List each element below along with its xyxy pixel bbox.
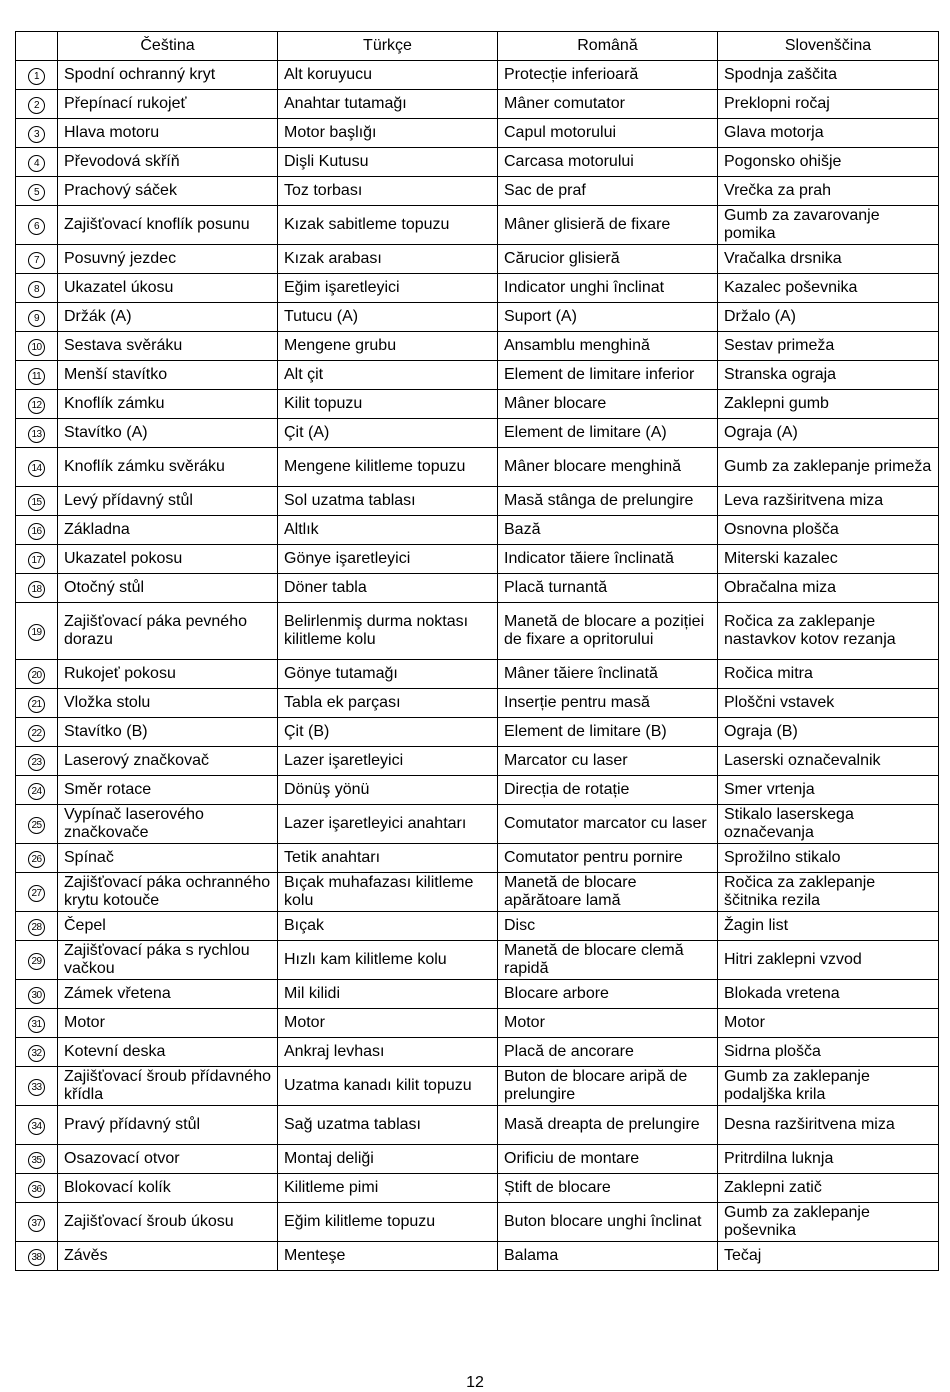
part-number-cell <box>16 487 58 516</box>
part-number: 12 <box>28 397 45 414</box>
cell-czech: Hlava motoru <box>58 119 278 148</box>
cell-czech: Levý přídavný stůl <box>58 487 278 516</box>
cell-romanian: Indicator tăiere înclinată <box>498 545 718 574</box>
table-row <box>16 1145 939 1174</box>
table-row <box>16 487 939 516</box>
cell-turkish: Motor başlığı <box>278 119 498 148</box>
cell-romanian: Element de limitare (B) <box>498 718 718 747</box>
part-number-cell <box>16 1145 58 1174</box>
cell-romanian: Carcasa motorului <box>498 148 718 177</box>
cell-turkish: Eğim kilitleme topuzu <box>278 1203 498 1242</box>
cell-slovenian: Ročica za zaklepanje ščitnika rezila <box>718 873 939 912</box>
part-number-cell <box>16 332 58 361</box>
cell-slovenian: Pogonsko ohišje <box>718 148 939 177</box>
page-number: 12 <box>466 1374 484 1391</box>
table-row <box>16 1038 939 1067</box>
cell-czech: Základna <box>58 516 278 545</box>
cell-slovenian: Glava motorja <box>718 119 939 148</box>
part-number-cell <box>16 390 58 419</box>
part-number-cell <box>16 603 58 660</box>
table-row <box>16 844 939 873</box>
part-number: 2 <box>28 97 45 114</box>
cell-czech: Prachový sáček <box>58 177 278 206</box>
part-number-cell <box>16 718 58 747</box>
cell-czech: Laserový značkovač <box>58 747 278 776</box>
cell-czech: Ukazatel úkosu <box>58 274 278 303</box>
part-number-cell <box>16 419 58 448</box>
table-row <box>16 1067 939 1106</box>
part-number-cell <box>16 1242 58 1271</box>
cell-czech: Blokovací kolík <box>58 1174 278 1203</box>
part-number-cell <box>16 206 58 245</box>
cell-turkish: Çit (B) <box>278 718 498 747</box>
cell-czech: Otočný stůl <box>58 574 278 603</box>
cell-romanian: Capul motorului <box>498 119 718 148</box>
part-number: 20 <box>28 667 45 684</box>
table-row <box>16 332 939 361</box>
table-row <box>16 119 939 148</box>
cell-turkish: Eğim işaretleyici <box>278 274 498 303</box>
cell-turkish: Kilitleme pimi <box>278 1174 498 1203</box>
cell-slovenian: Hitri zaklepni vzvod <box>718 941 939 980</box>
cell-slovenian: Vrečka za prah <box>718 177 939 206</box>
part-number-cell <box>16 119 58 148</box>
cell-czech: Směr rotace <box>58 776 278 805</box>
table-row <box>16 1203 939 1242</box>
cell-czech: Osazovací otvor <box>58 1145 278 1174</box>
part-number: 28 <box>28 919 45 936</box>
part-number-cell <box>16 303 58 332</box>
cell-slovenian: Preklopni ročaj <box>718 90 939 119</box>
header-turkish: Türkçe <box>278 32 498 61</box>
cell-slovenian: Desna razširitvena miza <box>718 1106 939 1145</box>
cell-turkish: Alt çit <box>278 361 498 390</box>
part-number: 38 <box>28 1249 45 1266</box>
part-number: 13 <box>28 426 45 443</box>
part-number: 29 <box>28 953 45 970</box>
cell-turkish: Bıçak muhafazası kilitleme kolu <box>278 873 498 912</box>
cell-turkish: Anahtar tutamağı <box>278 90 498 119</box>
cell-czech: Zajišťovací knoflík posunu <box>58 206 278 245</box>
part-number: 30 <box>28 987 45 1004</box>
cell-slovenian: Osnovna plošča <box>718 516 939 545</box>
part-number: 37 <box>28 1215 45 1232</box>
cell-romanian: Blocare arbore <box>498 980 718 1009</box>
cell-romanian: Motor <box>498 1009 718 1038</box>
part-number-cell <box>16 274 58 303</box>
cell-slovenian: Motor <box>718 1009 939 1038</box>
cell-slovenian: Leva razširitvena miza <box>718 487 939 516</box>
table-row <box>16 1242 939 1271</box>
part-number: 19 <box>28 624 45 641</box>
part-number: 5 <box>28 184 45 201</box>
table-row <box>16 148 939 177</box>
part-number: 25 <box>28 817 45 834</box>
table-row <box>16 873 939 912</box>
cell-czech: Ukazatel pokosu <box>58 545 278 574</box>
cell-turkish: Dişli Kutusu <box>278 148 498 177</box>
cell-slovenian: Ograja (A) <box>718 419 939 448</box>
cell-czech: Sestava svěráku <box>58 332 278 361</box>
table-row <box>16 912 939 941</box>
table-row <box>16 1174 939 1203</box>
part-number-cell <box>16 912 58 941</box>
part-number-cell <box>16 61 58 90</box>
cell-slovenian: Žagin list <box>718 912 939 941</box>
cell-romanian: Mâner blocare menghină <box>498 448 718 487</box>
cell-czech: Zajišťovací páka s rychlou vačkou <box>58 941 278 980</box>
cell-slovenian: Ročica mitra <box>718 660 939 689</box>
part-number-cell <box>16 747 58 776</box>
cell-czech: Spínač <box>58 844 278 873</box>
part-number: 32 <box>28 1045 45 1062</box>
part-number-cell <box>16 516 58 545</box>
part-number-cell <box>16 941 58 980</box>
part-number-cell <box>16 448 58 487</box>
cell-turkish: Kızak sabitleme topuzu <box>278 206 498 245</box>
part-number: 11 <box>28 368 45 385</box>
part-number-cell <box>16 148 58 177</box>
cell-romanian: Comutator pentru pornire <box>498 844 718 873</box>
cell-romanian: Suport (A) <box>498 303 718 332</box>
cell-czech: Zajišťovací páka pevného dorazu <box>58 603 278 660</box>
cell-turkish: Lazer işaretleyici <box>278 747 498 776</box>
cell-slovenian: Ograja (B) <box>718 718 939 747</box>
cell-czech: Spodní ochranný kryt <box>58 61 278 90</box>
cell-turkish: Döner tabla <box>278 574 498 603</box>
part-number: 31 <box>28 1016 45 1033</box>
part-number: 3 <box>28 126 45 143</box>
part-number-cell <box>16 177 58 206</box>
part-number: 15 <box>28 494 45 511</box>
cell-czech: Vypínač laserového značkovače <box>58 805 278 844</box>
cell-czech: Zajišťovací šroub úkosu <box>58 1203 278 1242</box>
table-row <box>16 90 939 119</box>
cell-romanian: Bază <box>498 516 718 545</box>
header-czech: Čeština <box>58 32 278 61</box>
cell-romanian: Element de limitare (A) <box>498 419 718 448</box>
part-number-cell <box>16 980 58 1009</box>
table-row <box>16 574 939 603</box>
cell-czech: Držák (A) <box>58 303 278 332</box>
cell-romanian: Mâner tăiere înclinată <box>498 660 718 689</box>
cell-romanian: Disc <box>498 912 718 941</box>
cell-czech: Převodová skříň <box>58 148 278 177</box>
cell-czech: Stavítko (B) <box>58 718 278 747</box>
cell-czech: Přepínací rukojeť <box>58 90 278 119</box>
cell-turkish: Kızak arabası <box>278 245 498 274</box>
part-number: 24 <box>28 783 45 800</box>
part-number: 21 <box>28 696 45 713</box>
table-row <box>16 660 939 689</box>
part-number: 14 <box>28 460 45 477</box>
cell-turkish: Çit (A) <box>278 419 498 448</box>
part-number-cell <box>16 1106 58 1145</box>
table-row <box>16 303 939 332</box>
cell-romanian: Balama <box>498 1242 718 1271</box>
cell-turkish: Mengene grubu <box>278 332 498 361</box>
part-number-cell <box>16 1009 58 1038</box>
part-number: 35 <box>28 1152 45 1169</box>
part-number: 34 <box>28 1118 45 1135</box>
cell-turkish: Alt koruyucu <box>278 61 498 90</box>
cell-turkish: Toz torbası <box>278 177 498 206</box>
cell-slovenian: Sprožilno stikalo <box>718 844 939 873</box>
table-row <box>16 805 939 844</box>
part-number-cell <box>16 245 58 274</box>
part-number-cell <box>16 660 58 689</box>
cell-romanian: Inserție pentru masă <box>498 689 718 718</box>
cell-slovenian: Stranska ograja <box>718 361 939 390</box>
cell-romanian: Ansamblu menghină <box>498 332 718 361</box>
cell-czech: Stavítko (A) <box>58 419 278 448</box>
cell-romanian: Direcția de rotație <box>498 776 718 805</box>
cell-slovenian: Držalo (A) <box>718 303 939 332</box>
cell-turkish: Uzatma kanadı kilit topuzu <box>278 1067 498 1106</box>
cell-slovenian: Gumb za zaklepanje poševnika <box>718 1203 939 1242</box>
cell-romanian: Masă stânga de prelungire <box>498 487 718 516</box>
cell-turkish: Montaj deliği <box>278 1145 498 1174</box>
cell-romanian: Masă dreapta de prelungire <box>498 1106 718 1145</box>
cell-czech: Zajišťovací šroub přídavného křídla <box>58 1067 278 1106</box>
cell-romanian: Manetă de blocare clemă rapidă <box>498 941 718 980</box>
cell-romanian: Mâner blocare <box>498 390 718 419</box>
cell-romanian: Mâner glisieră de fixare <box>498 206 718 245</box>
cell-turkish: Mengene kilitleme topuzu <box>278 448 498 487</box>
part-number: 7 <box>28 252 45 269</box>
table-row <box>16 718 939 747</box>
cell-czech: Pravý přídavný stůl <box>58 1106 278 1145</box>
cell-romanian: Mâner comutator <box>498 90 718 119</box>
cell-slovenian: Zaklepni zatič <box>718 1174 939 1203</box>
table-row <box>16 361 939 390</box>
cell-czech: Závěs <box>58 1242 278 1271</box>
table-row <box>16 177 939 206</box>
cell-czech: Kotevní deska <box>58 1038 278 1067</box>
part-number: 16 <box>28 523 45 540</box>
table-row <box>16 689 939 718</box>
part-number-cell <box>16 776 58 805</box>
cell-czech: Knoflík zámku svěráku <box>58 448 278 487</box>
part-number-cell <box>16 545 58 574</box>
part-number-cell <box>16 1067 58 1106</box>
cell-slovenian: Tečaj <box>718 1242 939 1271</box>
part-number-cell <box>16 90 58 119</box>
cell-romanian: Placă turnantă <box>498 574 718 603</box>
cell-turkish: Gönye tutamağı <box>278 660 498 689</box>
cell-slovenian: Vračalka drsnika <box>718 245 939 274</box>
header-number <box>16 32 58 61</box>
cell-romanian: Comutator marcator cu laser <box>498 805 718 844</box>
cell-romanian: Sac de praf <box>498 177 718 206</box>
table-row <box>16 941 939 980</box>
cell-turkish: Tetik anahtarı <box>278 844 498 873</box>
cell-slovenian: Miterski kazalec <box>718 545 939 574</box>
part-number-cell <box>16 1203 58 1242</box>
part-number-cell <box>16 361 58 390</box>
cell-slovenian: Stikalo laserskega označevanja <box>718 805 939 844</box>
table-row <box>16 390 939 419</box>
cell-romanian: Manetă de blocare apărătoare lamă <box>498 873 718 912</box>
cell-turkish: Sağ uzatma tablası <box>278 1106 498 1145</box>
cell-slovenian: Sestav primeža <box>718 332 939 361</box>
cell-czech: Menší stavítko <box>58 361 278 390</box>
part-number: 10 <box>28 339 45 356</box>
cell-czech: Posuvný jezdec <box>58 245 278 274</box>
part-number: 33 <box>28 1079 45 1096</box>
part-number-cell <box>16 1038 58 1067</box>
header-slovenian: Slovenščina <box>718 32 939 61</box>
part-number: 6 <box>28 218 45 235</box>
cell-turkish: Mil kilidi <box>278 980 498 1009</box>
parts-table <box>15 31 939 1271</box>
part-number: 4 <box>28 155 45 172</box>
cell-slovenian: Obračalna miza <box>718 574 939 603</box>
part-number: 8 <box>28 281 45 298</box>
cell-romanian: Marcator cu laser <box>498 747 718 776</box>
header-romanian: Română <box>498 32 718 61</box>
cell-turkish: Kilit topuzu <box>278 390 498 419</box>
part-number-cell <box>16 689 58 718</box>
cell-romanian: Orificiu de montare <box>498 1145 718 1174</box>
table-header-row <box>16 32 939 61</box>
cell-slovenian: Blokada vretena <box>718 980 939 1009</box>
cell-slovenian: Kazalec poševnika <box>718 274 939 303</box>
cell-czech: Čepel <box>58 912 278 941</box>
cell-czech: Vložka stolu <box>58 689 278 718</box>
table-row <box>16 206 939 245</box>
table-row <box>16 245 939 274</box>
table-row <box>16 274 939 303</box>
cell-slovenian: Zaklepni gumb <box>718 390 939 419</box>
cell-czech: Rukojeť pokosu <box>58 660 278 689</box>
cell-turkish: Tabla ek parçası <box>278 689 498 718</box>
cell-slovenian: Sidrna plošča <box>718 1038 939 1067</box>
table-row <box>16 448 939 487</box>
cell-turkish: Sol uzatma tablası <box>278 487 498 516</box>
table-row <box>16 419 939 448</box>
part-number: 36 <box>28 1181 45 1198</box>
cell-czech: Zajišťovací páka ochranného krytu kotouče <box>58 873 278 912</box>
cell-romanian: Buton blocare unghi înclinat <box>498 1203 718 1242</box>
cell-czech: Motor <box>58 1009 278 1038</box>
part-number-cell <box>16 805 58 844</box>
table-row <box>16 603 939 660</box>
table-row <box>16 776 939 805</box>
cell-turkish: Hızlı kam kilitleme kolu <box>278 941 498 980</box>
cell-turkish: Motor <box>278 1009 498 1038</box>
cell-romanian: Manetă de blocare a poziției de fixare a opritorului <box>498 603 718 660</box>
cell-slovenian: Laserski označevalnik <box>718 747 939 776</box>
cell-romanian: Cărucior glisieră <box>498 245 718 274</box>
part-number: 27 <box>28 885 45 902</box>
table-row <box>16 747 939 776</box>
cell-romanian: Știft de blocare <box>498 1174 718 1203</box>
part-number: 17 <box>28 552 45 569</box>
cell-slovenian: Pritrdilna luknja <box>718 1145 939 1174</box>
cell-turkish: Dönüş yönü <box>278 776 498 805</box>
cell-czech: Knoflík zámku <box>58 390 278 419</box>
part-number: 9 <box>28 310 45 327</box>
cell-romanian: Buton de blocare aripă de prelungire <box>498 1067 718 1106</box>
part-number: 18 <box>28 581 45 598</box>
cell-turkish: Altlık <box>278 516 498 545</box>
cell-romanian: Protecție inferioară <box>498 61 718 90</box>
part-number-cell <box>16 844 58 873</box>
cell-romanian: Element de limitare inferior <box>498 361 718 390</box>
table-row <box>16 980 939 1009</box>
cell-romanian: Placă de ancorare <box>498 1038 718 1067</box>
table-row <box>16 545 939 574</box>
cell-turkish: Lazer işaretleyici anahtarı <box>278 805 498 844</box>
cell-slovenian: Gumb za zaklepanje primeža <box>718 448 939 487</box>
cell-turkish: Menteşe <box>278 1242 498 1271</box>
part-number-cell <box>16 1174 58 1203</box>
cell-slovenian: Smer vrtenja <box>718 776 939 805</box>
cell-slovenian: Spodnja zaščita <box>718 61 939 90</box>
part-number: 23 <box>28 754 45 771</box>
part-number-cell <box>16 574 58 603</box>
table-row <box>16 516 939 545</box>
cell-slovenian: Ročica za zaklepanje nastavkov kotov rezanja <box>718 603 939 660</box>
part-number-cell <box>16 873 58 912</box>
cell-slovenian: Ploščni vstavek <box>718 689 939 718</box>
part-number: 26 <box>28 851 45 868</box>
cell-slovenian: Gumb za zavarovanje pomika <box>718 206 939 245</box>
cell-turkish: Gönye işaretleyici <box>278 545 498 574</box>
table-row <box>16 61 939 90</box>
cell-romanian: Indicator unghi înclinat <box>498 274 718 303</box>
part-number: 1 <box>28 68 45 85</box>
cell-czech: Zámek vřetena <box>58 980 278 1009</box>
cell-slovenian: Gumb za zaklepanje podaljška krila <box>718 1067 939 1106</box>
cell-turkish: Bıçak <box>278 912 498 941</box>
cell-turkish: Belirlenmiş durma noktası kilitleme kolu <box>278 603 498 660</box>
table-row <box>16 1106 939 1145</box>
part-number: 22 <box>28 725 45 742</box>
table-body <box>16 61 939 1271</box>
cell-turkish: Ankraj levhası <box>278 1038 498 1067</box>
table-row <box>16 1009 939 1038</box>
cell-turkish: Tutucu (A) <box>278 303 498 332</box>
